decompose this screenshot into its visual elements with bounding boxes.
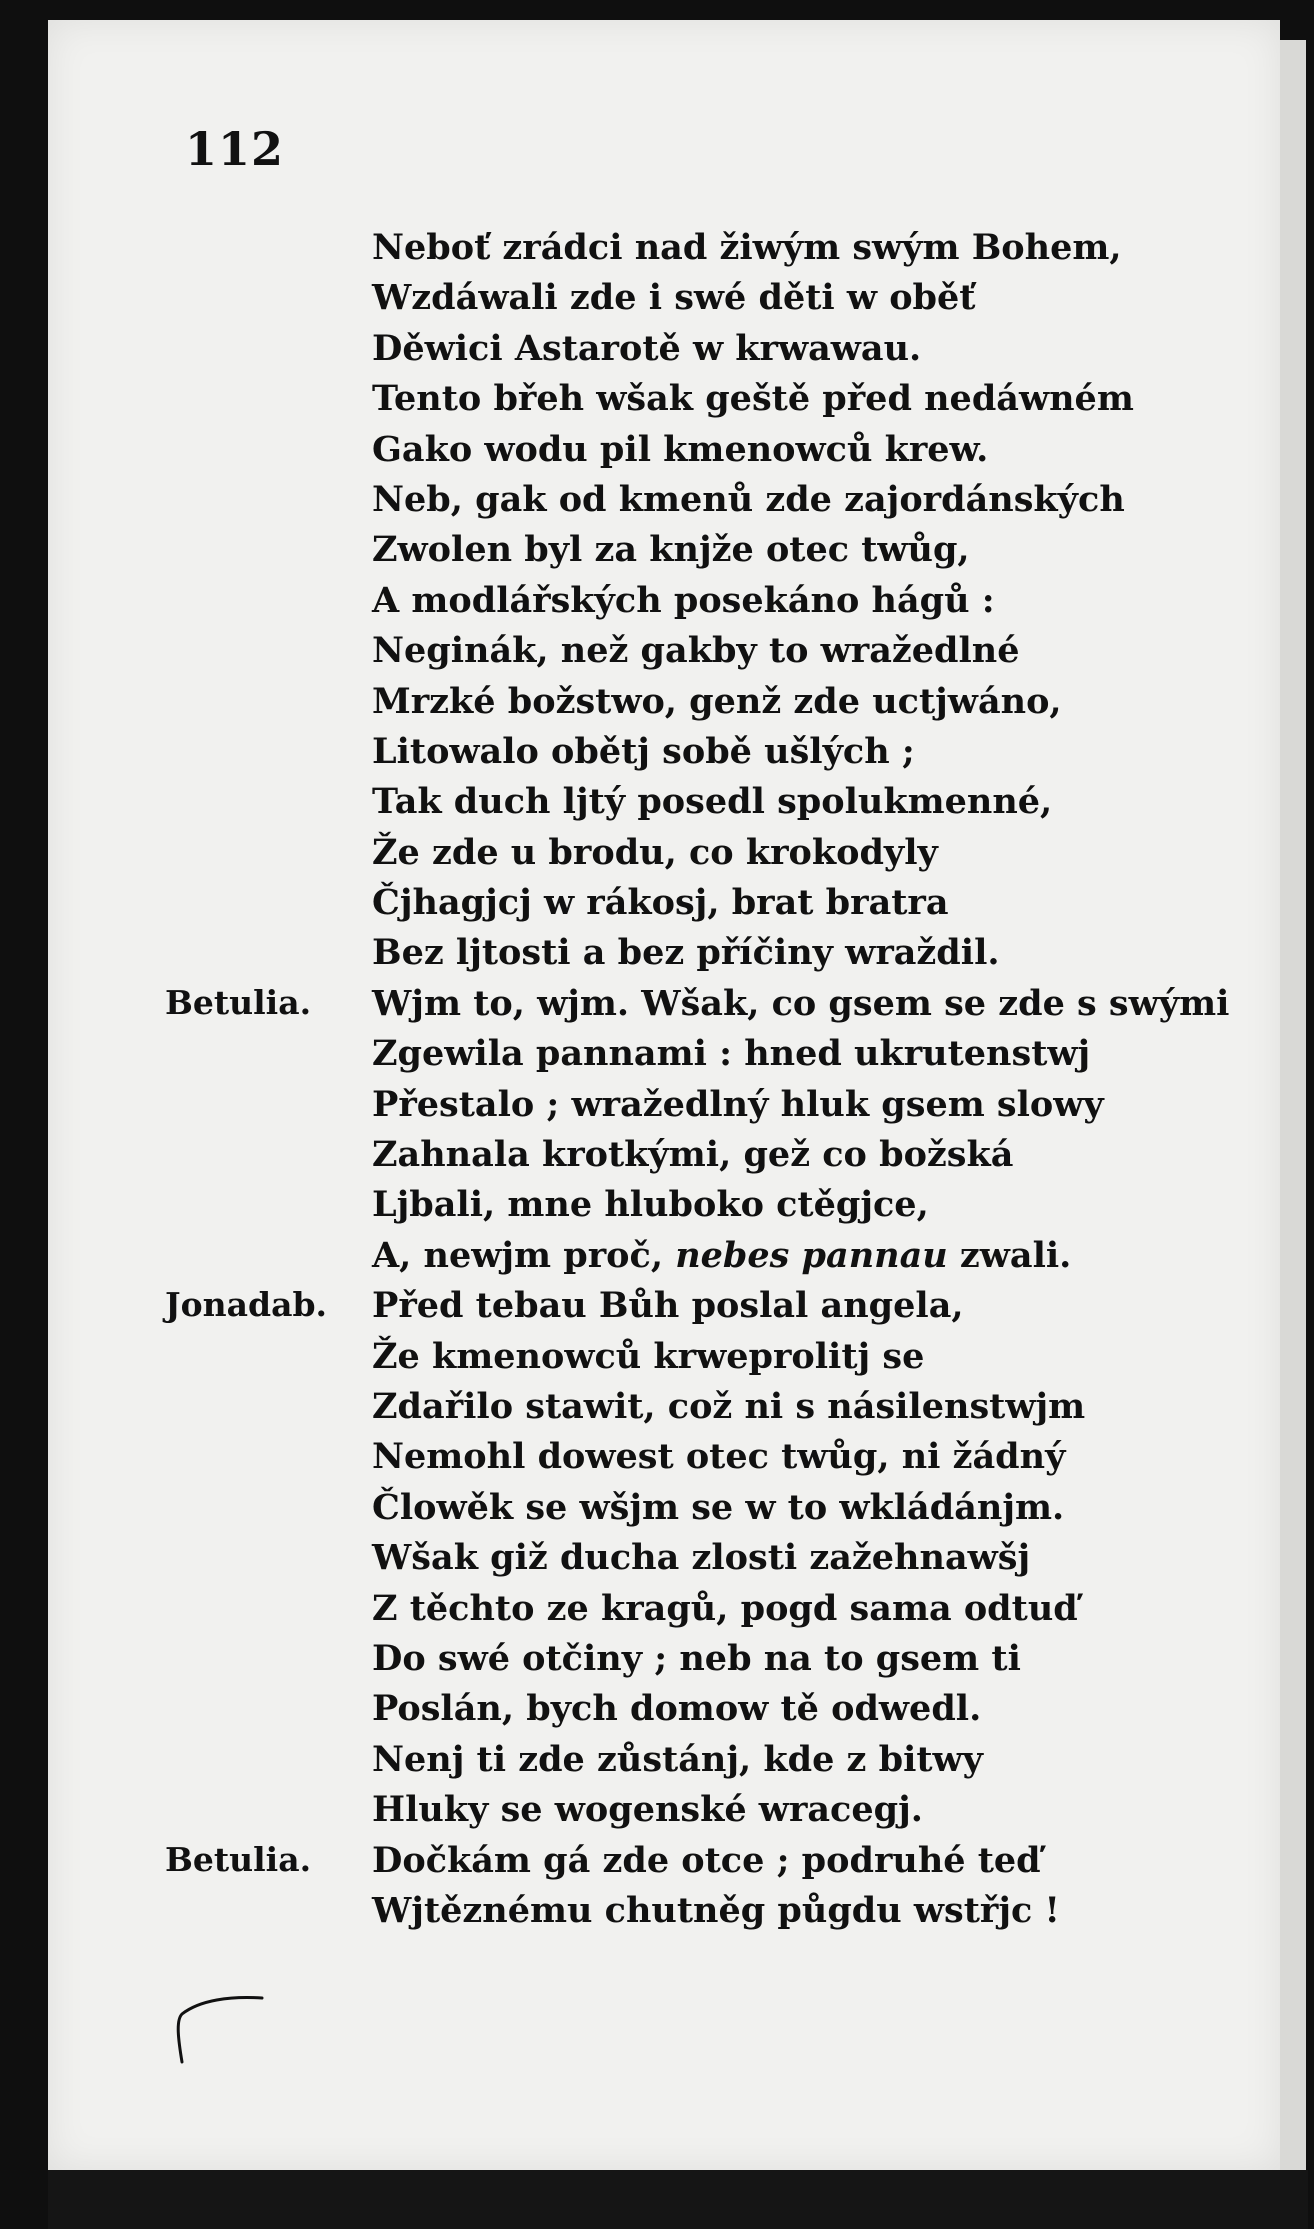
line-text xyxy=(372,277,975,318)
line-text xyxy=(372,378,1134,419)
line-text xyxy=(372,1890,1060,1931)
line-text xyxy=(372,1739,983,1780)
verse-line xyxy=(0,1031,1314,1081)
verse-block xyxy=(0,225,1314,1938)
line-text xyxy=(372,1688,981,1729)
line-text-main: Neb, gak od kmenů zde zajordánských xyxy=(372,478,1125,520)
line-text-main: Že zde u brodu, co krokodyly xyxy=(372,831,938,873)
line-text xyxy=(372,1134,1013,1175)
verse-line xyxy=(0,1838,1314,1888)
line-text-main: Nemohl dowest otec twůg, ni žádný xyxy=(372,1436,1066,1478)
handwritten-bracket-mark xyxy=(170,1990,270,2070)
line-text-main: Zwolen byl za knjže otec twůg, xyxy=(372,529,970,571)
line-text-main: Poslán, bych domow tě odwedl. xyxy=(372,1688,982,1730)
verse-line xyxy=(0,1384,1314,1434)
line-text xyxy=(372,1487,1064,1528)
line-text xyxy=(372,1386,1085,1427)
verse-line xyxy=(0,477,1314,527)
line-text-main: Čjhagjcj w rákosj, brat bratra xyxy=(372,882,949,924)
line-text xyxy=(372,1336,924,1377)
line-text xyxy=(372,832,938,873)
verse-line xyxy=(0,1434,1314,1484)
line-text-main: Člowěk se wšjm se w to wkládánjm. xyxy=(372,1486,1065,1528)
verse-line xyxy=(0,729,1314,779)
verse-line xyxy=(0,779,1314,829)
verse-line xyxy=(0,1636,1314,1686)
verse-line xyxy=(0,1283,1314,1333)
emphasized-phrase: nebes pannau xyxy=(675,1234,948,1276)
line-text xyxy=(372,1436,1065,1477)
line-text-main: Hluky se wogenské wracegj. xyxy=(372,1789,923,1831)
line-text-main: Bez ljtosti a bez příčiny wraždil. xyxy=(372,932,1000,974)
line-text xyxy=(372,1789,923,1830)
line-text-main: Ljbali, mne hluboko ctěgjce, xyxy=(372,1184,929,1226)
line-text xyxy=(372,1235,1071,1276)
line-text xyxy=(372,580,995,621)
line-text-main: Gako wodu pil kmenowců krew. xyxy=(372,428,989,470)
verse-line xyxy=(0,1535,1314,1585)
line-text-main: Wjtěznému chutněg půgdu wstřjc ! xyxy=(372,1889,1060,1931)
scan-border xyxy=(48,2170,1308,2229)
line-text-main: Že kmenowců krweprolitj se xyxy=(372,1335,925,1377)
line-text xyxy=(372,1588,1078,1629)
line-text-main: Tak duch ljtý posedl spolukmenné, xyxy=(372,781,1053,823)
line-text xyxy=(372,932,1000,973)
line-text-main: Zahnala krotkými, gež co božská xyxy=(372,1134,1014,1176)
verse-line xyxy=(0,376,1314,426)
line-text-main: A, newjm proč, xyxy=(372,1234,676,1276)
line-text-main: Wzdáwali zde i swé děti w oběť xyxy=(372,277,976,319)
verse-line xyxy=(0,1787,1314,1837)
line-text-main: Tento břeh wšak geště před nedáwném xyxy=(372,378,1134,420)
verse-line xyxy=(0,427,1314,477)
verse-line xyxy=(0,578,1314,628)
line-text xyxy=(372,529,970,570)
line-text xyxy=(372,731,915,772)
verse-line xyxy=(0,1888,1314,1938)
line-text xyxy=(372,983,1229,1024)
line-text-main: Do swé otčiny ; neb na to gsem ti xyxy=(372,1637,1021,1679)
verse-line xyxy=(0,880,1314,930)
verse-line xyxy=(0,1082,1314,1132)
verse-line xyxy=(0,981,1314,1031)
line-text-main: Přestalo ; wražedlný hluk gsem slowy xyxy=(372,1083,1104,1125)
line-text xyxy=(372,227,1122,268)
line-text-main: Neginák, než gakby to wražedlné xyxy=(372,630,1020,672)
line-text-main: Mrzké božstwo, genž zde uctjwáno, xyxy=(372,680,1062,722)
line-text-main: Wjm to, wjm. Wšak, co gsem se zde s swými xyxy=(372,982,1230,1024)
line-text-tail: zwali. xyxy=(947,1234,1072,1276)
line-text xyxy=(372,630,1020,671)
verse-line xyxy=(0,1132,1314,1182)
verse-line xyxy=(0,628,1314,678)
verse-line xyxy=(0,1586,1314,1636)
line-text xyxy=(372,1184,929,1225)
line-text xyxy=(372,1840,1041,1881)
page-number: 112 xyxy=(185,122,285,176)
line-text xyxy=(372,429,988,470)
line-text-main: Zgewila pannami : hned ukrutenstwj xyxy=(372,1033,1091,1075)
verse-line xyxy=(0,1686,1314,1736)
verse-line xyxy=(0,1737,1314,1787)
line-text-main: Děwici Astarotě w krwawau. xyxy=(372,327,922,369)
line-text xyxy=(372,328,921,369)
line-text xyxy=(372,479,1125,520)
line-text-main: Litowalo obětj sobě ušlých ; xyxy=(372,730,915,772)
verse-line xyxy=(0,225,1314,275)
verse-line xyxy=(0,527,1314,577)
line-text xyxy=(372,681,1062,722)
verse-line xyxy=(0,830,1314,880)
line-text-main: Před tebau Bůh poslal angela, xyxy=(372,1285,964,1327)
line-text-main: Dočkám gá zde otce ; podruhé teď xyxy=(372,1839,1041,1881)
line-text-main: Wšak giž ducha zlosti zažehnawšj xyxy=(372,1537,1031,1579)
line-text xyxy=(372,1285,964,1326)
line-text xyxy=(372,882,949,923)
verse-line xyxy=(0,1182,1314,1232)
line-text xyxy=(372,1638,1021,1679)
verse-line xyxy=(0,930,1314,980)
verse-line xyxy=(0,1485,1314,1535)
verse-line xyxy=(0,1334,1314,1384)
line-text-main: A modlářských posekáno hágů : xyxy=(372,579,995,621)
line-text xyxy=(372,1537,1030,1578)
line-text xyxy=(372,781,1052,822)
line-text xyxy=(372,1033,1090,1074)
speaker-label: Betulia. xyxy=(165,982,312,1022)
verse-line xyxy=(0,679,1314,729)
line-text-main: Z těchto ze kragů, pogd sama odtuď xyxy=(372,1587,1078,1629)
verse-line xyxy=(0,275,1314,325)
line-text-main: Neboť zrádci nad žiwým swým Bohem, xyxy=(372,227,1122,268)
verse-line xyxy=(0,326,1314,376)
line-text-main: Zdařilo stawit, což ni s násilenstwjm xyxy=(372,1385,1086,1427)
speaker-label: Betulia. xyxy=(165,1839,312,1879)
line-text xyxy=(372,1084,1104,1125)
speaker-label: Jonadab. xyxy=(165,1285,328,1325)
verse-line xyxy=(0,1233,1314,1283)
line-text-main: Nenj ti zde zůstánj, kde z bitwy xyxy=(372,1738,983,1780)
